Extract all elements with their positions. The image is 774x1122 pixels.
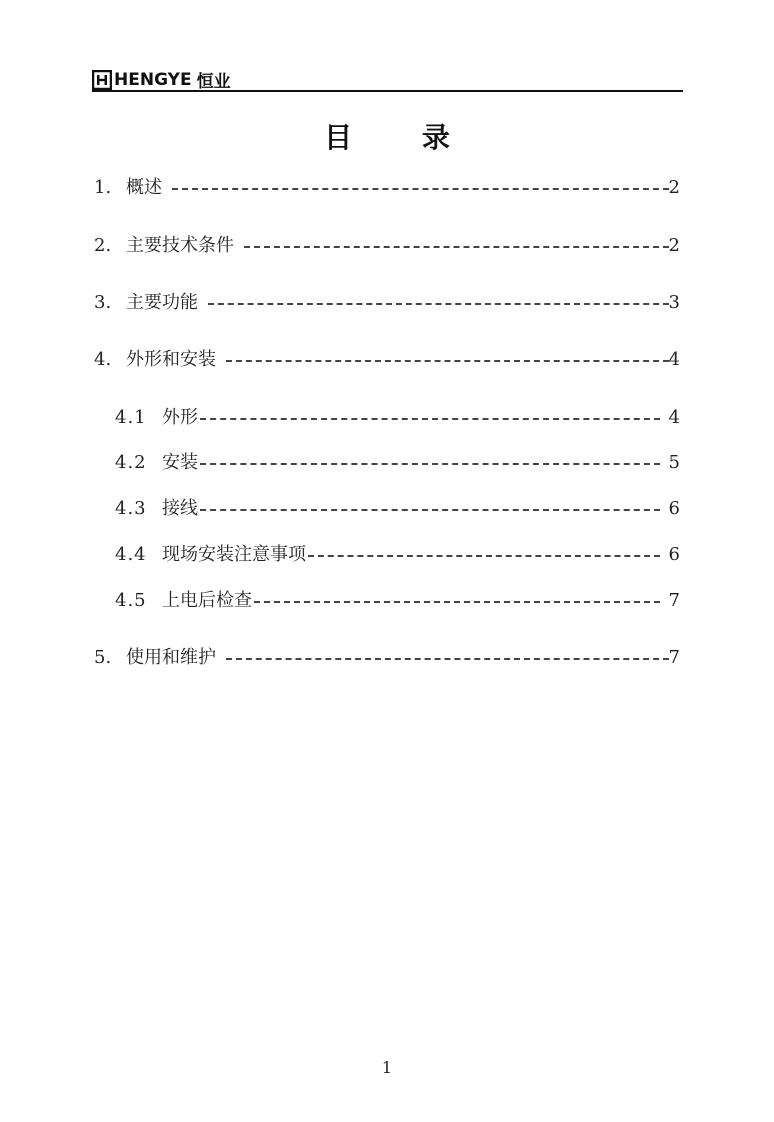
toc-label: 现场安装注意事项 xyxy=(162,544,306,565)
hengye-logo-icon xyxy=(92,70,112,90)
toc-entry[interactable] xyxy=(94,176,680,200)
toc-label: 外形 xyxy=(162,407,198,428)
toc-subentry[interactable] xyxy=(115,406,680,430)
toc-label: 接线 xyxy=(162,498,198,519)
toc-subentry[interactable] xyxy=(115,497,680,521)
page-header xyxy=(92,66,683,92)
toc-page: 2 xyxy=(668,235,680,256)
toc-leader xyxy=(226,360,669,362)
toc-page: 3 xyxy=(668,292,680,313)
toc-leader xyxy=(244,246,669,248)
toc-number: 4.2 xyxy=(115,452,147,473)
toc-leader xyxy=(200,509,660,511)
toc-label: 主要功能 xyxy=(126,292,198,313)
toc-label: 上电后检查 xyxy=(162,590,252,611)
toc-leader xyxy=(308,555,660,557)
toc-number: 1. xyxy=(94,177,112,198)
toc-page: 2 xyxy=(668,177,680,198)
toc-label: 使用和维护 xyxy=(126,647,216,668)
toc-number: 3. xyxy=(94,292,112,313)
toc-entry[interactable] xyxy=(94,234,680,258)
toc-label: 概述 xyxy=(126,177,162,198)
toc-subentry[interactable] xyxy=(115,543,680,567)
toc-leader xyxy=(200,463,660,465)
toc-leader xyxy=(226,658,669,660)
toc-page: 4 xyxy=(668,407,680,428)
toc-label: 主要技术条件 xyxy=(126,235,234,256)
toc-label: 安装 xyxy=(162,452,198,473)
page-number: 1 xyxy=(381,1058,393,1077)
toc-page: 6 xyxy=(668,544,680,565)
toc-entry[interactable] xyxy=(94,291,680,315)
toc-page: 7 xyxy=(668,647,680,668)
toc-number: 4.3 xyxy=(115,498,147,519)
brand-chinese: 恒业 xyxy=(196,72,231,92)
toc-number: 2. xyxy=(94,235,112,256)
company-logo xyxy=(92,67,231,92)
toc-number: 4.4 xyxy=(115,544,147,565)
toc-subentry[interactable] xyxy=(115,451,680,475)
toc-leader xyxy=(172,188,669,190)
toc-number: 5. xyxy=(94,647,112,668)
toc-entry[interactable] xyxy=(94,646,680,670)
toc-subentry[interactable] xyxy=(115,589,680,613)
toc-page: 7 xyxy=(668,590,680,611)
toc-number: 4.5 xyxy=(115,590,147,611)
page-title: 目 录 xyxy=(324,121,480,154)
toc-page: 4 xyxy=(668,349,680,370)
toc-leader xyxy=(208,303,669,305)
toc-entry[interactable] xyxy=(94,348,680,372)
toc-label: 外形和安装 xyxy=(126,349,216,370)
toc-page: 6 xyxy=(668,498,680,519)
toc-leader xyxy=(200,418,660,420)
toc-number: 4.1 xyxy=(115,407,147,428)
toc-page: 5 xyxy=(668,452,680,473)
brand-text: HENGYE xyxy=(114,69,192,90)
toc-leader xyxy=(254,601,660,603)
toc-number: 4. xyxy=(94,349,112,370)
